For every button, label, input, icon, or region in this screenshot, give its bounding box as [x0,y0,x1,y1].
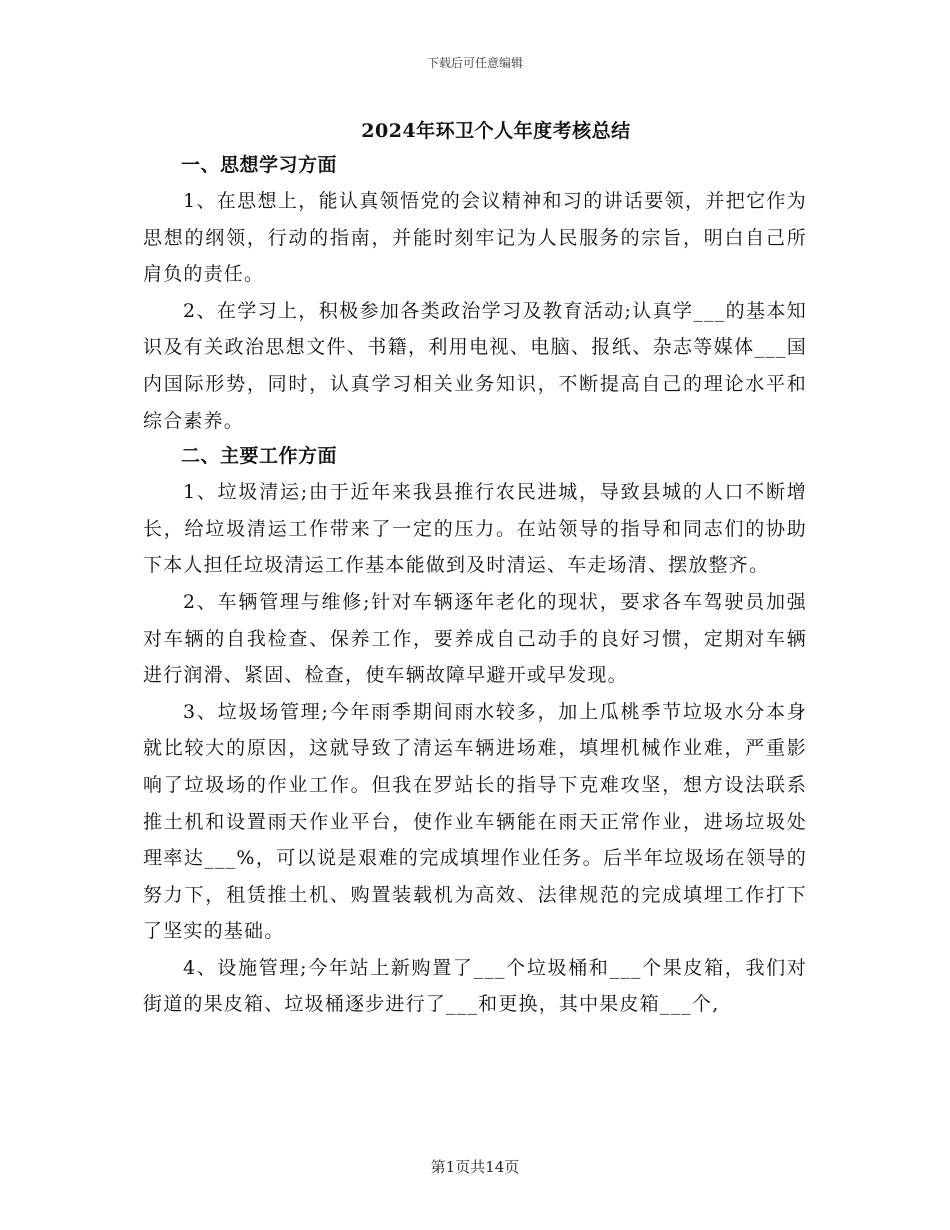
section-heading-thought: 一、思想学习方面 [181,154,338,176]
page-footer: 第1页共14页 [430,1158,520,1176]
document-title: 2024年环卫个人年度考核总结 [361,120,631,142]
paragraph: 4、设施管理;今年站上新购置了___个垃圾桶和___个果皮箱，我们对街道的果皮箱、垃圾桶逐步进行了___和更换，其中果皮箱___个, [143,956,807,1016]
header-note: 下载后可任意编辑 [426,56,523,70]
paragraph: 2、车辆管理与维修;针对车辆逐年老化的现状，要求各车驾驶员加强对车辆的自我检查、保养工作，要养成自己动手的良好习惯，定期对车辆进行润滑、紧固、检查，使车辆故障早避开或早发现。 [143,590,807,687]
document-body [143,148,807,1023]
paragraph: 2、在学习上，积极参加各类政治学习及教育活动;认真学___的基本知识及有关政治思想文件、书籍，利用电视、电脑、报纸、杂志等媒体___国内国际形势，同时，认真学习相关业务知识，不断提高自己的理论水平和综合素养。 [143,299,807,432]
paragraph: 3、垃圾场管理;今年雨季期间雨水较多，加上瓜桃季节垃圾水分本身就比较大的原因，这就导致了清运车辆进场难，填埋机械作业难，严重影响了垃圾场的作业工作。但我在罗站长的指导下克难攻坚，想方设法联系推土机和设置雨天作业平台，使作业车辆能在雨天正常作业，进场垃圾处理率达___%，可以说是艰难的完成填埋作业任务。后半年垃圾场在领导的努力下，租赁推土机、购置装载机为高效、法律规范的完成填埋工作打下了坚实的基础。 [143,700,807,943]
paragraph: 1、在思想上，能认真领悟党的会议精神和习的讲话要领，并把它作为思想的纲领，行动的指南，并能时刻牢记为人民服务的宗旨，明白自己所肩负的责任。 [143,190,807,286]
section-heading-work: 二、主要工作方面 [181,445,338,468]
paragraph: 1、垃圾清运;由于近年来我县推行农民进城，导致县城的人口不断增长，给垃圾清运工作带来了一定的压力。在站领导的指导和同志们的协助下本人担任垃圾清运工作基本能做到及时清运、车走场清、摆放整齐。 [143,481,807,577]
